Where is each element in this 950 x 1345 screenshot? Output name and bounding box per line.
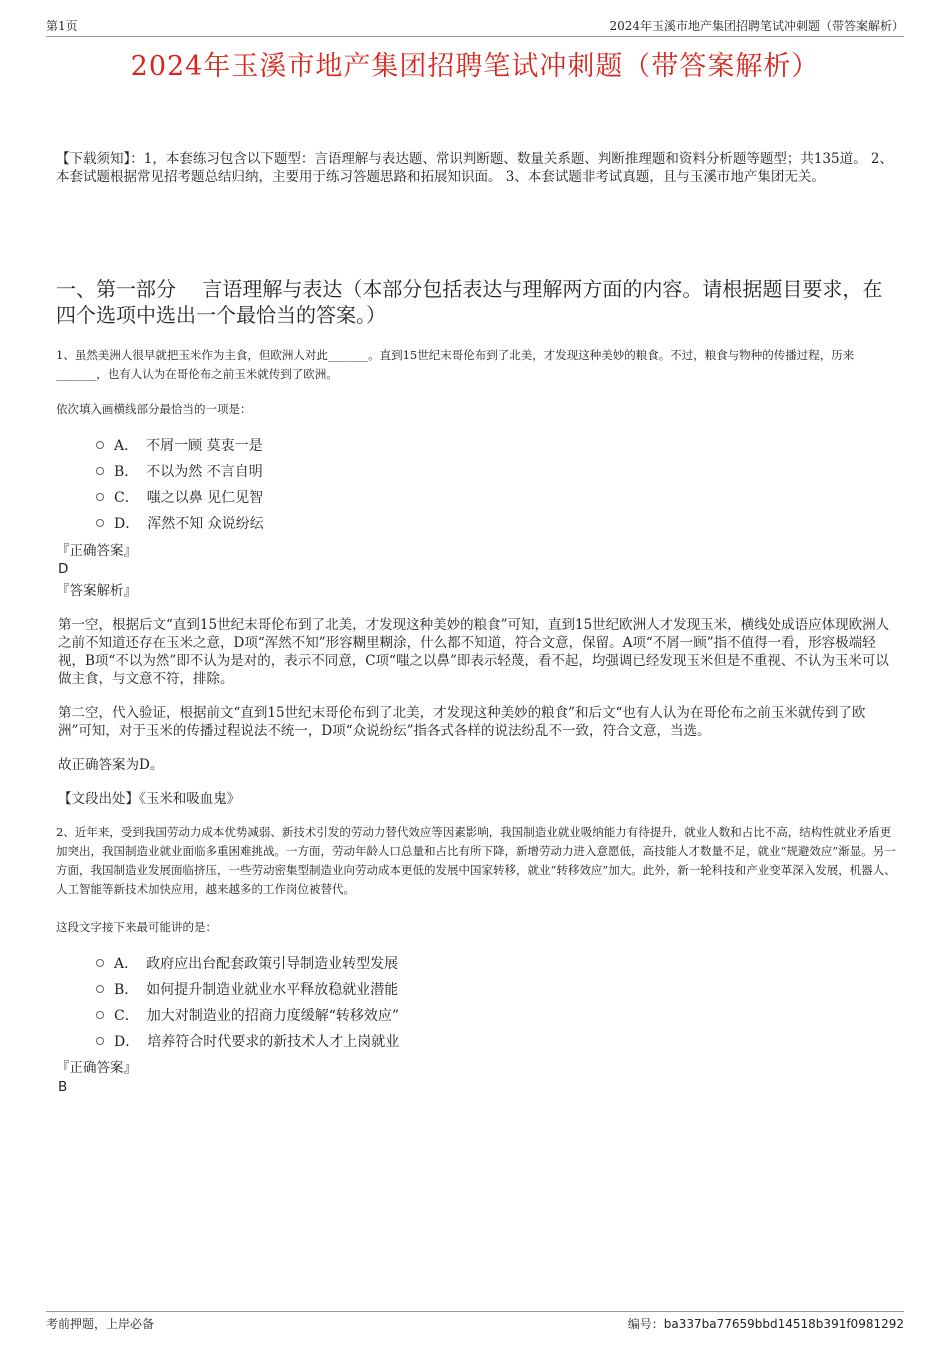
page-number: 第1页 [46, 19, 78, 33]
radio-circle-icon[interactable] [96, 959, 104, 967]
question-1-analysis-paragraph: 第一空，根据后文“直到15世纪末哥伦布到了北美，才发现这种美妙的粮食”可知，直到15世纪欧洲人才发现玉米，横线处成语应体现欧洲人之前不知道还存在玉米之意，D项“浑然不知”形容糊里糊涂，什么都不知道，符合文意，保留。A项“不屑一顾”指不值得一看，形容极端轻视，B项“不以为然”即不认为是对的，表示不同意，C项“嗤之以鼻”即表示轻蔑，看不起，均强调已经发现玉米但是不重视、不认为玉米可以做主食，与文意不符，排除。 [58, 617, 890, 687]
footer-slogan: 考前押题，上岸必备 [46, 1317, 155, 1331]
radio-circle-icon[interactable] [96, 441, 104, 449]
question-1-options [96, 432, 264, 536]
option-letter: D． [114, 1034, 140, 1050]
radio-circle-icon[interactable] [96, 467, 104, 475]
radio-circle-icon[interactable] [96, 1037, 104, 1045]
option-letter: A． [114, 956, 139, 972]
option-text: 如何提升制造业就业水平释放稳就业潜能 [146, 982, 399, 998]
question-1-conclusion: 故正确答案为D。 [58, 757, 164, 773]
option-letter: D． [114, 516, 140, 532]
option-text: 培养符合时代要求的新技术人才上岗就业 [147, 1034, 400, 1050]
radio-circle-icon[interactable] [96, 519, 104, 527]
question-2-text: 2、近年来，受到我国劳动力成本优势减弱、新技术引发的劳动力替代效应等因素影响，我国制造业就业吸纳能力有待提升，就业人数和占比不高，结构性就业矛盾更加突出，我国制造业就业面临多重困难挑战。一方面，劳动年龄人口总量和占比有所下降，新增劳动力进入意愿低，高技能人才数量不足，就业“规避效应”渐显。另一方面，我国制造业发展面临挤压，一些劳动密集型制造业向劳动成本更低的发展中国家转移，就业“转移效应”加大。此外，新一轮科技和产业变革深入发展，机器人、人工智能等新技术加快应用，越来越多的工作岗位被替代。 [56, 825, 896, 896]
question-2-answer-label: 『正确答案』 [56, 1060, 137, 1076]
download-notice: 【下载须知】：1，本套练习包含以下题型：言语理解与表达题、常识判断题、数量关系题、判断推理题和资料分析题等题型；共135道。 2、本套试题根据常见招考题总结归纳，主要用于练习答题思路和拓展知识面。 3、本套试题非考试真题，且与玉溪市地产集团无关。 [56, 151, 893, 185]
option-letter: A． [114, 438, 139, 454]
radio-circle-icon[interactable] [96, 493, 104, 501]
option-letter: B． [114, 982, 139, 998]
question-1-option-b[interactable] [96, 458, 264, 484]
option-text: 不以为然 不言自明 [146, 464, 263, 480]
radio-circle-icon[interactable] [96, 985, 104, 993]
option-text: 浑然不知 众说纷纭 [147, 516, 264, 532]
question-1-option-d[interactable] [96, 510, 264, 536]
question-1-option-c[interactable] [96, 484, 264, 510]
question-1-answer-label: 『正确答案』 [56, 543, 137, 559]
question-1-analysis-paragraph: 第二空，代入验证，根据前文“直到15世纪末哥伦布到了北美，才发现这种美妙的粮食”和后文“也有人认为在哥伦布之前玉米就传到了欧洲”可知，对于玉米的传播过程说法不统一，D项“众说纷纭”指各式各样的说法纷乱不一致，符合文意，当选。 [58, 705, 866, 739]
question-2-option-c[interactable] [96, 1002, 399, 1028]
radio-circle-icon[interactable] [96, 1011, 104, 1019]
serial-number: ba337ba77659bbd14518b391f0981292 [663, 1317, 904, 1331]
question-2-answer: B [58, 1079, 68, 1095]
option-text: 加大对制造业的招商力度缓解“转移效应” [146, 1008, 400, 1024]
document-serial [628, 1315, 904, 1332]
question-1-text: 1、虽然美洲人很早就把玉米作为主食，但欧洲人对此_______。直到15世纪末哥伦布到了北美，才发现这种美妙的粮食。不过，粮食与物种的传播过程，历来_______，也有人认为在哥伦布之前玉米就传到了欧洲。 [56, 348, 855, 381]
option-text: 政府应出台配套政策引导制造业转型发展 [146, 956, 399, 972]
question-1-source: 【文段出处】《玉米和吸血鬼》 [58, 791, 241, 807]
question-1-prompt: 依次填入画横线部分最恰当的一项是： [56, 402, 252, 416]
option-letter: B． [114, 464, 139, 480]
question-2-option-d[interactable] [96, 1028, 399, 1054]
option-letter: C． [114, 1008, 139, 1024]
question-2-prompt: 这段文字接下来最可能讲的是： [56, 920, 217, 934]
question-2-option-a[interactable] [96, 950, 399, 976]
question-2-options [96, 950, 399, 1054]
running-title: 2024年玉溪市地产集团招聘笔试冲刺题（带答案解析） [609, 19, 904, 33]
option-text: 不屑一顾 莫衷一是 [146, 438, 263, 454]
section-heading: 一、第一部分 言语理解与表达（本部分包括表达与理解两方面的内容。请根据题目要求，在四个选项中选出一个最恰当的答案。） [56, 277, 883, 327]
serial-label: 编号： [627, 1317, 664, 1331]
option-text: 嗤之以鼻 见仁见智 [146, 490, 264, 506]
page-footer [46, 1311, 904, 1332]
option-letter: C． [114, 490, 139, 506]
question-2-option-b[interactable] [96, 976, 399, 1002]
question-1-answer: D [58, 561, 69, 577]
question-1-analysis-label: 『答案解析』 [56, 583, 137, 599]
document-title: 2024年玉溪市地产集团招聘笔试冲刺题（带答案解析） [130, 51, 820, 82]
question-1-option-a[interactable] [96, 432, 264, 458]
page-header [46, 14, 904, 37]
